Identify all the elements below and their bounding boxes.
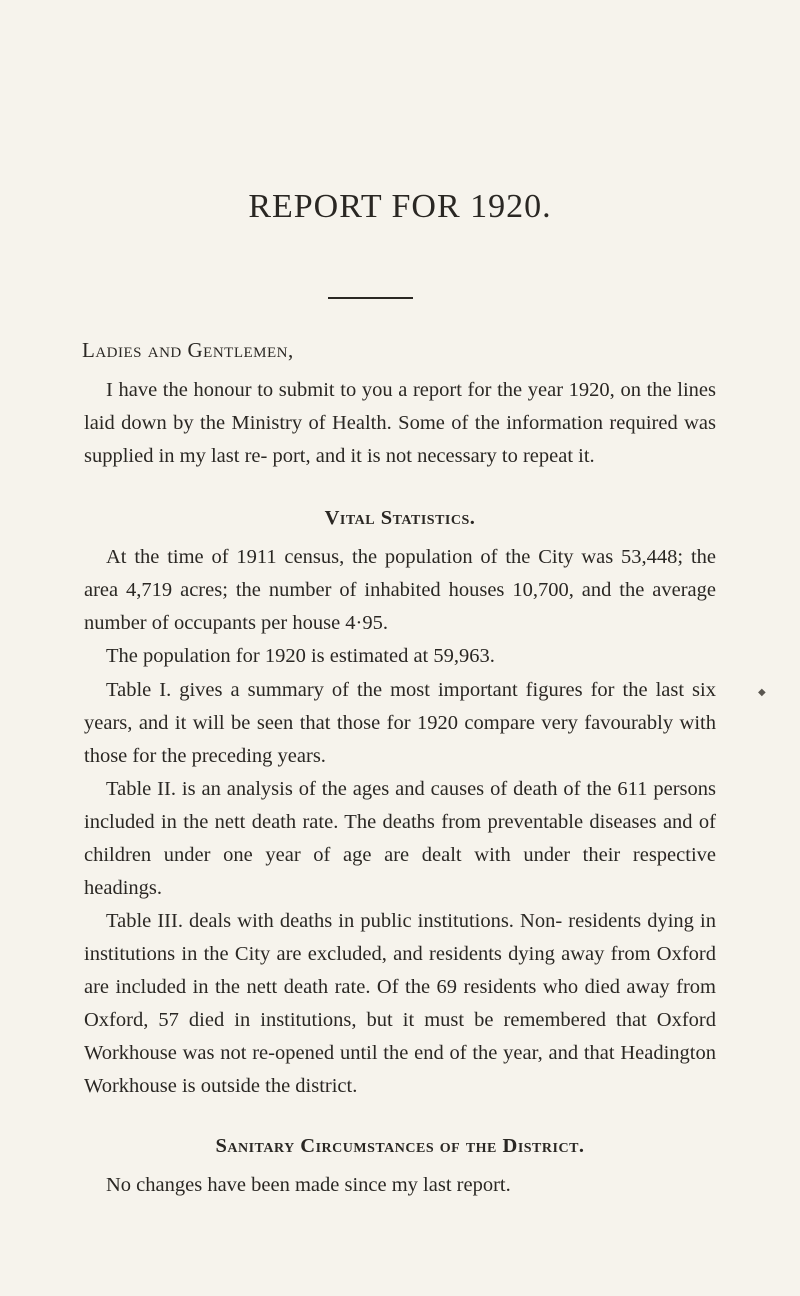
sanitary-heading: Sanitary Circumstances of the District.	[215, 1135, 585, 1157]
margin-mark-icon: ◆	[758, 687, 766, 698]
vital-statistics-paragraph-4: Table II. is an analysis of the ages and causes of death of the 611 persons included in the nett death rate. The deaths from preventable diseases and of children under one year of age are dealt with under their respective headings.	[84, 778, 716, 899]
title-divider	[328, 297, 413, 299]
sanitary-paragraph-1: No changes have been made since my last report.	[106, 1174, 511, 1196]
page-title: REPORT FOR 1920.	[248, 188, 552, 225]
vital-statistics-paragraph-1: At the time of 1911 census, the population of the City was 53,448; the area 4,719 acres; the number of inhabited houses 10,700, and the average number of occupants per house 4·95.	[84, 546, 716, 634]
vital-statistics-paragraph-5: Table III. deals with deaths in public institutions. Non- residents dying in institutions in the City are excluded, and residents dying away from Oxford are included in the nett death rate. Of the 69 residents who died away from Oxford, 57 died in institutions, but it must be remembered that Oxford Workhouse was not re-opened until the end of the year, and that Headington Workhouse is outside the district.	[84, 910, 716, 1097]
salutation: Ladies and Gentlemen,	[82, 338, 294, 362]
vital-statistics-paragraph-3: Table I. gives a summary of the most important figures for the last six years, and it will be seen that those for 1920 compare very favourably with those for the preceding years.	[84, 679, 716, 767]
vital-statistics-heading: Vital Statistics.	[324, 507, 476, 529]
vital-statistics-paragraph-2: The population for 1920 is estimated at 59,963.	[106, 645, 495, 667]
intro-paragraph: I have the honour to submit to you a report for the year 1920, on the lines laid down by the Ministry of Health. Some of the information required was supplied in my last re- port, and it is not necessary to repeat it.	[84, 379, 716, 467]
